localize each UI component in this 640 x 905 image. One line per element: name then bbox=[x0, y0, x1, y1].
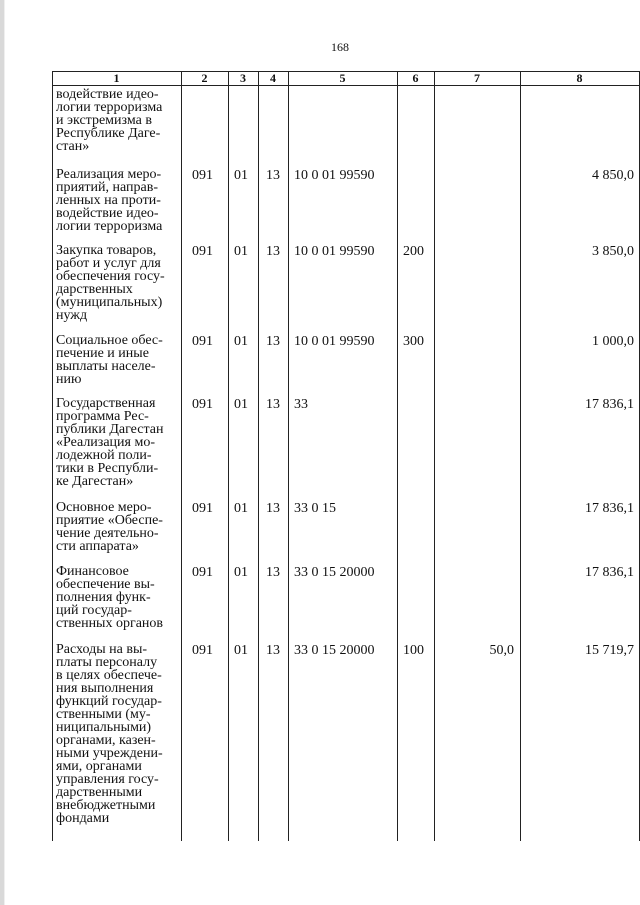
column-divider bbox=[181, 71, 182, 841]
target-article-code: 33 bbox=[294, 397, 308, 412]
section-code: 01 bbox=[234, 565, 248, 580]
header-col-7: 7 bbox=[474, 71, 480, 85]
header-col-5: 5 bbox=[339, 71, 346, 85]
header-col-8: 8 bbox=[576, 71, 583, 85]
total-amount: 17 836,1 bbox=[585, 397, 634, 412]
row-description: Основное меро- приятие «Обеспе- чение деятельно- сти аппарата» bbox=[56, 500, 163, 554]
target-article-code: 33 0 15 20000 bbox=[294, 643, 375, 658]
header-col-3: 3 bbox=[240, 71, 246, 85]
section-code: 01 bbox=[234, 501, 248, 516]
row-description: Социальное обес- печение и иные выплаты населе- нию bbox=[56, 333, 163, 387]
ministry-code: 091 bbox=[192, 501, 213, 516]
ministry-code: 091 bbox=[192, 168, 213, 183]
row-description: Расходы на вы- платы персоналу в целях обеспече- ния выполнения функций государ- ственными (му- ниципальными) органами, казен- ными учреждени- ями, органами управления госу- дарственными внебюджетными фондами bbox=[56, 642, 163, 826]
target-article-code: 10 0 01 99590 bbox=[294, 168, 375, 183]
section-code: 01 bbox=[234, 168, 248, 183]
column-divider bbox=[520, 71, 521, 841]
section-code: 01 bbox=[234, 397, 248, 412]
expense-type-code: 300 bbox=[403, 334, 424, 349]
page-number: 168 bbox=[331, 40, 349, 54]
col7-amount: 50,0 bbox=[489, 643, 514, 658]
header-col-6: 6 bbox=[412, 71, 419, 85]
row-description: водействие идео- логии терроризма и экстремизма в Республике Даге- стан» bbox=[56, 87, 163, 154]
target-article-code: 10 0 01 99590 bbox=[294, 334, 375, 349]
total-amount: 17 836,1 bbox=[585, 501, 634, 516]
expense-type-code: 200 bbox=[403, 244, 424, 259]
total-amount: 15 719,7 bbox=[585, 643, 634, 658]
subsection-code: 13 bbox=[266, 643, 280, 658]
subsection-code: 13 bbox=[266, 397, 280, 412]
target-article-code: 33 0 15 bbox=[294, 501, 336, 516]
ministry-code: 091 bbox=[192, 397, 213, 412]
column-divider bbox=[434, 71, 435, 841]
row-description: Закупка товаров, работ и услуг для обеспечения госу- дарственных (муниципальных) нужд bbox=[56, 243, 165, 323]
total-amount: 17 836,1 bbox=[585, 565, 634, 580]
scan-edge-shadow bbox=[4, 0, 5, 905]
total-amount: 1 000,0 bbox=[592, 334, 634, 349]
column-divider bbox=[258, 71, 259, 841]
ministry-code: 091 bbox=[192, 565, 213, 580]
ministry-code: 091 bbox=[192, 643, 213, 658]
column-divider bbox=[288, 71, 289, 841]
header-col-2: 2 bbox=[201, 71, 208, 85]
row-description: Реализация меро- приятий, направ- ленных на проти- водействие идео- логии терроризма bbox=[56, 167, 163, 234]
section-code: 01 bbox=[234, 244, 248, 259]
row-description: Государственная программа Рес- публики Дагестан «Реализация мо- лодежной поли- тики в Республи- ке Дагестан» bbox=[56, 396, 164, 489]
subsection-code: 13 bbox=[266, 565, 280, 580]
ministry-code: 091 bbox=[192, 334, 213, 349]
column-divider bbox=[397, 71, 398, 841]
table-left-border bbox=[52, 71, 53, 841]
ministry-code: 091 bbox=[192, 244, 213, 259]
subsection-code: 13 bbox=[266, 244, 280, 259]
header-bottom-border bbox=[52, 85, 640, 86]
target-article-code: 10 0 01 99590 bbox=[294, 244, 375, 259]
subsection-code: 13 bbox=[266, 334, 280, 349]
section-code: 01 bbox=[234, 643, 248, 658]
column-divider bbox=[228, 71, 229, 841]
section-code: 01 bbox=[234, 334, 248, 349]
expense-type-code: 100 bbox=[403, 643, 424, 658]
target-article-code: 33 0 15 20000 bbox=[294, 565, 375, 580]
header-col-4: 4 bbox=[270, 71, 276, 85]
subsection-code: 13 bbox=[266, 501, 280, 516]
header-col-1: 1 bbox=[113, 71, 120, 85]
row-description: Финансовое обеспечение вы- полнения функ- ций государ- ственных органов bbox=[56, 564, 164, 631]
budget-table bbox=[52, 71, 640, 841]
subsection-code: 13 bbox=[266, 168, 280, 183]
total-amount: 4 850,0 bbox=[592, 168, 634, 183]
total-amount: 3 850,0 bbox=[592, 244, 634, 259]
